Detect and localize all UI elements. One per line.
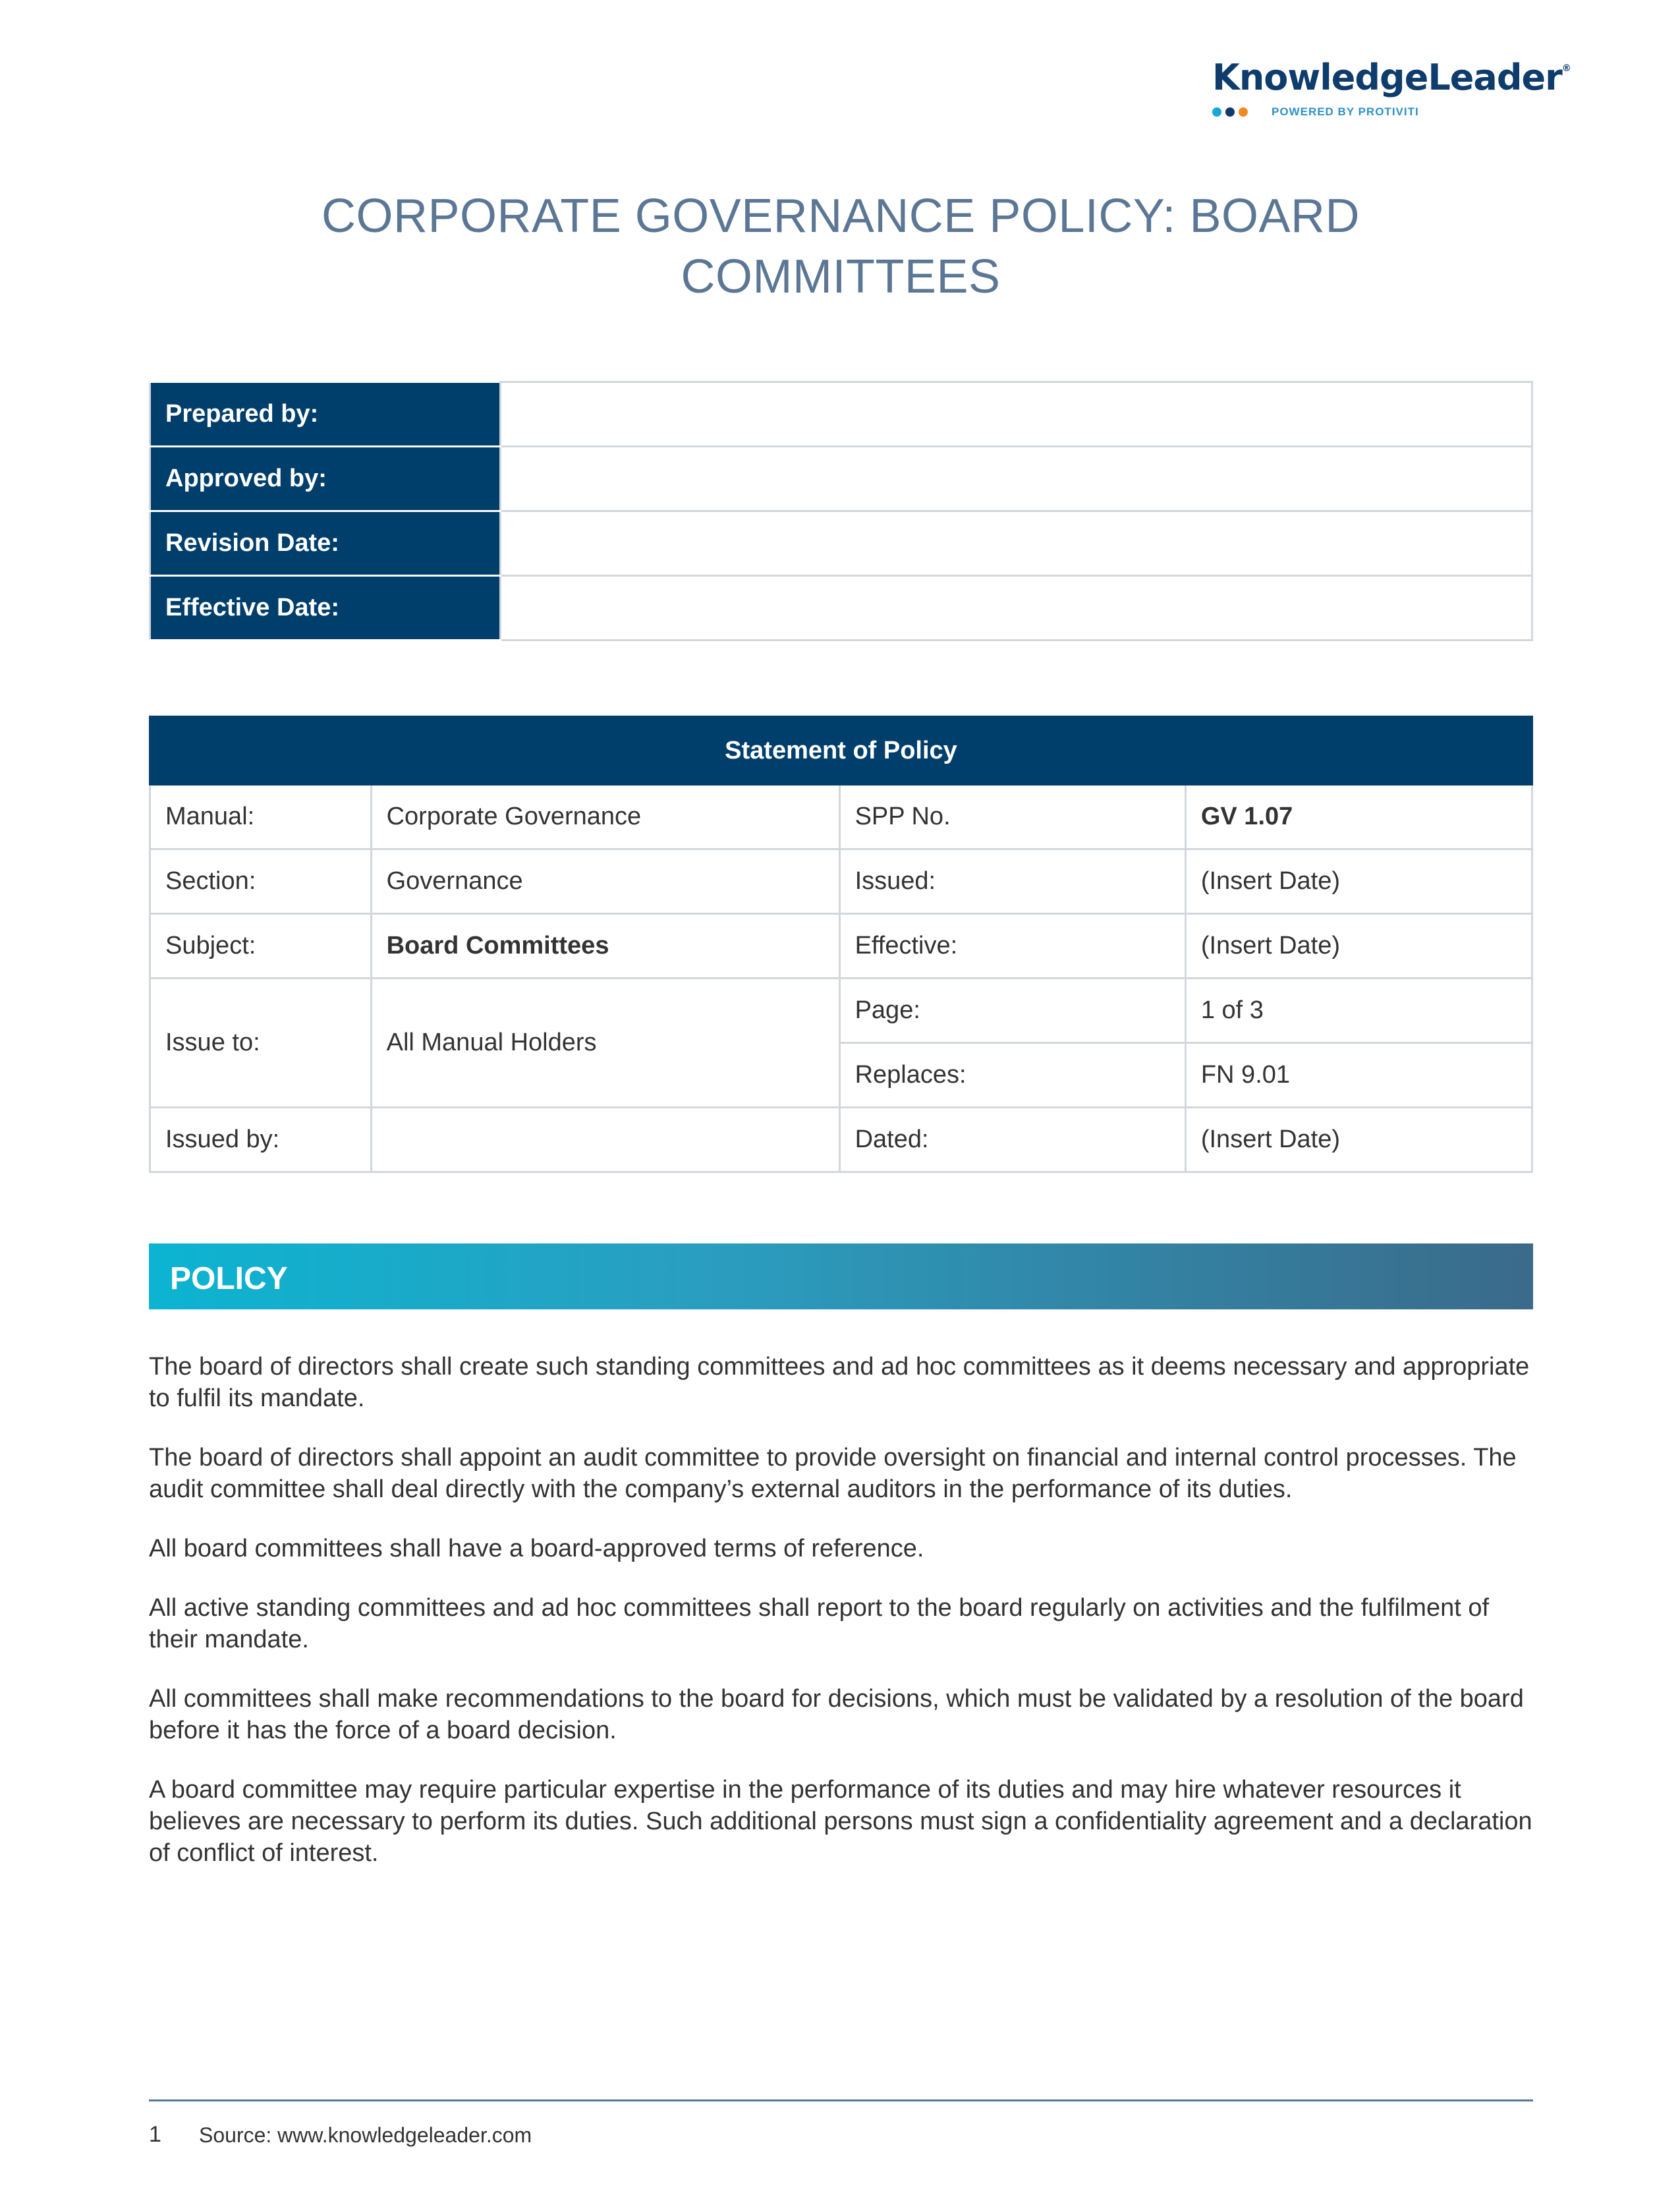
- subject-label: Subject:: [150, 914, 372, 979]
- table-row: [150, 447, 1532, 511]
- prepared-by-label: Prepared by:: [150, 382, 501, 447]
- policy-section-header: [149, 1243, 1533, 1309]
- page-number: 1: [149, 2122, 161, 2147]
- spp-value: GV 1.07: [1185, 785, 1532, 849]
- table-row: [150, 382, 1532, 447]
- effective-date-value[interactable]: [501, 576, 1532, 641]
- table-row: [150, 979, 1532, 1043]
- dated-label: Dated:: [839, 1108, 1185, 1172]
- page-value: 1 of 3: [1185, 979, 1532, 1043]
- effective-label: Effective:: [839, 914, 1185, 979]
- issued-label: Issued:: [839, 849, 1185, 914]
- title-line: CORPORATE GOVERNANCE POLICY: BOARD: [322, 190, 1360, 243]
- policy-paragraph: All board committees shall have a board-approved terms of reference.: [149, 1535, 924, 1562]
- title-line: COMMITTEES: [681, 250, 1001, 303]
- manual-label: Manual:: [150, 785, 372, 849]
- manual-value: Corporate Governance: [371, 785, 839, 849]
- approved-by-label: Approved by:: [150, 447, 501, 511]
- revision-date-value[interactable]: [501, 511, 1532, 576]
- issue-to-value: All Manual Holders: [371, 979, 839, 1108]
- subject-value: Board Committees: [371, 914, 839, 979]
- dated-value: (Insert Date): [1185, 1108, 1532, 1172]
- policy-paragraph: A board committee may require particular expertise in the performance of its duties and may hire whatever resources it believes are necessary to perform its duties. Such additional persons must sign a confidentiality agreement and a declaration of conflict of interest.: [149, 1776, 1532, 1867]
- powered-by-text: POWERED BY PROTIVITI: [1272, 105, 1419, 118]
- policy-paragraph: All committees shall make recommendations to the board for decisions, which must be validated by a resolution of the board before it has the force of a board decision.: [149, 1685, 1524, 1744]
- page-title: [149, 186, 1532, 307]
- document-info-table: [149, 381, 1533, 641]
- table-row: [150, 1108, 1532, 1172]
- effective-value: (Insert Date): [1185, 914, 1532, 979]
- knowledgeleader-logo: [1212, 57, 1571, 129]
- revision-date-label: Revision Date:: [150, 511, 501, 576]
- issued-by-label: Issued by:: [150, 1108, 372, 1172]
- logo-dot-icon: [1225, 107, 1235, 117]
- issued-by-value[interactable]: [371, 1108, 839, 1172]
- section-label: Section:: [150, 849, 372, 914]
- statement-of-policy-table: [149, 716, 1533, 1173]
- logo-brand: KnowledgeLeader®: [1212, 57, 1571, 98]
- policy-paragraph: The board of directors shall appoint an audit committee to provide oversight on financial and internal control processes. The audit committee shall deal directly with the company’s external auditors in the performance of its duties.: [149, 1444, 1517, 1503]
- policy-paragraph: The board of directors shall create such standing committees and ad hoc committees as it deems necessary and appropriate to fulfil its mandate.: [149, 1353, 1530, 1412]
- page-label: Page:: [839, 979, 1185, 1043]
- policy-paragraph: All active standing committees and ad hoc committees shall report to the board regularly on activities and the fulfilment of their mandate.: [149, 1594, 1490, 1653]
- footer-divider: [149, 2099, 1533, 2101]
- table-row: [150, 849, 1532, 914]
- logo-powered-by: [1212, 105, 1419, 119]
- issued-value: (Insert Date): [1185, 849, 1532, 914]
- replaces-value: FN 9.01: [1185, 1043, 1532, 1108]
- section-value: Governance: [371, 849, 839, 914]
- table-row: [150, 914, 1532, 979]
- replaces-label: Replaces:: [839, 1043, 1185, 1108]
- logo-dot-icon: [1239, 107, 1248, 117]
- table-header-row: [150, 717, 1532, 785]
- effective-date-label: Effective Date:: [150, 576, 501, 641]
- table-row: [150, 576, 1532, 641]
- policy-body: [149, 1351, 1533, 1897]
- prepared-by-value[interactable]: [501, 382, 1532, 447]
- logo-dot-icon: [1212, 107, 1221, 117]
- table-row: [150, 511, 1532, 576]
- statement-header: Statement of Policy: [150, 717, 1532, 785]
- policy-heading: POLICY: [170, 1261, 288, 1296]
- issue-to-label: Issue to:: [150, 979, 372, 1108]
- table-row: [150, 785, 1532, 849]
- spp-label: SPP No.: [839, 785, 1185, 849]
- footer-source: Source: www.knowledgeleader.com: [199, 2123, 532, 2147]
- approved-by-value[interactable]: [501, 447, 1532, 511]
